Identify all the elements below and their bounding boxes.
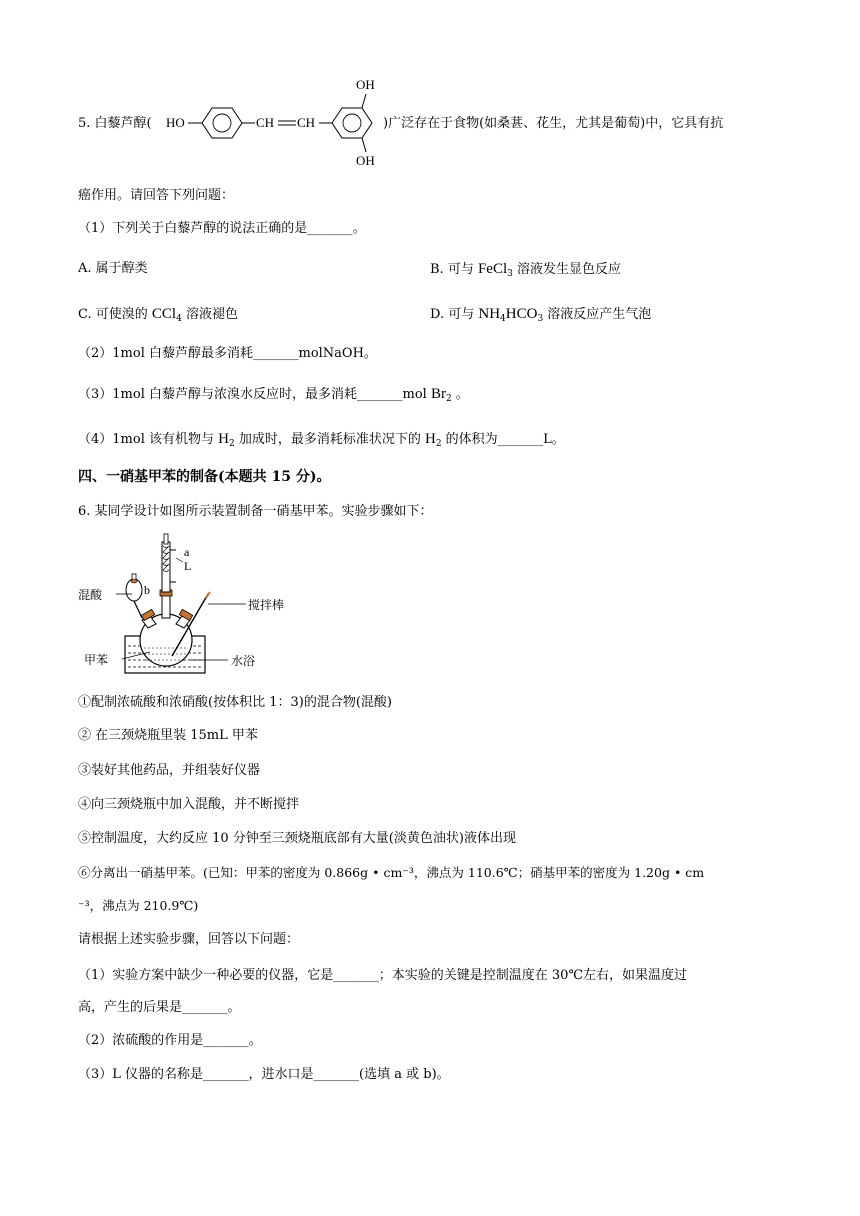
q5-sub2: （2）1mol 白藜芦醇最多消耗_______molNaOH。: [78, 346, 377, 361]
q6-step-2: ② 在三颈烧瓶里装 15mL 甲苯: [78, 728, 258, 743]
option-b-pre: B. 可与: [430, 262, 478, 277]
option-b-sub: 3: [507, 269, 513, 279]
q6-sub1-line2: 高，产生的后果是_______。: [78, 1000, 241, 1015]
q6-sub2: （2）浓硫酸的作用是_______。: [78, 1033, 262, 1048]
q5-option-d: [430, 305, 651, 328]
label-b: b: [144, 583, 150, 597]
q5-intro-before: 白藜芦醇(: [94, 116, 152, 131]
sub3-pre: （3）1mol 白藜芦醇与浓溴水反应时，最多消耗_______mol: [78, 387, 431, 402]
q5-number: 5.: [78, 116, 91, 131]
sub4-pre: （4）1mol 该有机物与: [78, 432, 219, 447]
sub4-sub-1: 2: [228, 439, 235, 449]
q5-option-a: A. 属于醇类: [78, 261, 148, 276]
q6-step-5: ⑤控制温度，大约反应 10 分钟至三颈烧瓶底部有大量(淡黄色油状)液体出现: [78, 831, 516, 846]
q6-intro: 6. 某同学设计如图所示装置制备一硝基甲苯。实验步骤如下：: [78, 504, 433, 519]
label-stirrer: 搅拌棒: [248, 598, 285, 612]
q6-step-6-cont: ⁻³，沸点为 210.9℃): [78, 898, 199, 913]
q5-intro-line2: 癌作用。请回答下列问题：: [78, 188, 235, 203]
q6-step-1: ①配制浓硫酸和浓硝酸(按体积比 1：3)的混合物(混酸): [78, 695, 392, 710]
sub3-formula: Br: [430, 386, 446, 402]
q5-sub4: [78, 430, 565, 453]
option-b-formula: FeCl: [477, 261, 508, 277]
q6-sub1-line1: （1）实验方案中缺少一种必要的仪器，它是_______；本实验的关键是控制温度在 30℃左右，如果温度过: [78, 968, 687, 983]
structure-ho: HO: [166, 115, 185, 130]
sub4-formula-1: H: [218, 431, 229, 447]
label-a: a: [184, 545, 190, 559]
q5-intro-after: )广泛存在于食物(如桑葚、花生，尤其是葡萄)中，它具有抗: [383, 116, 724, 131]
option-c-formula: CCl: [151, 306, 177, 322]
option-c-sub: 4: [176, 314, 182, 324]
option-d-post: 溶液反应产生气泡: [543, 307, 652, 322]
option-d-formula-1: NH: [478, 306, 501, 322]
sub4-post: 的体积为_______L。: [441, 432, 565, 447]
q5-sub3: [78, 385, 469, 408]
option-d-sub-1: 4: [500, 314, 506, 324]
label-water-bath: 水浴: [231, 654, 256, 668]
option-c-pre: C. 可使溴的: [78, 307, 152, 322]
q5-sub1: （1）下列关于白藜芦醇的说法正确的是_______。: [78, 221, 366, 236]
structure-oh-bottom: OH: [356, 153, 375, 168]
structure-oh-top: OH: [356, 77, 375, 92]
q5-option-b: [430, 260, 621, 283]
q6-prompt: 请根据上述实验步骤，回答以下问题：: [78, 932, 300, 947]
resveratrol-structure: [160, 72, 385, 168]
option-b-post: 溶液发生显色反应: [512, 262, 622, 277]
q6-step-6: ⑥分离出一硝基甲苯。(已知：甲苯的密度为 0.866g • cm⁻³，沸点为 110.6℃；硝基甲苯的密度为 1.20g • cm: [78, 865, 705, 880]
sub3-sub: 2: [445, 394, 452, 404]
label-mixed-acid: 混酸: [78, 588, 103, 602]
sub4-mid: 加成时，最多消耗标准状况下的: [234, 432, 425, 447]
sub3-post: 。: [451, 387, 469, 402]
option-d-pre: D. 可与: [430, 307, 479, 322]
structure-ch2: CH: [297, 115, 316, 130]
option-d-sub-2: 3: [537, 314, 544, 324]
option-c-post: 溶液褪色: [181, 307, 238, 322]
q5-intro-line1: [78, 115, 152, 133]
sub4-sub-2: 2: [435, 439, 442, 449]
section-4-heading: 四、一硝基甲苯的制备(本题共 15 分)。: [78, 469, 331, 485]
label-L: L: [184, 559, 192, 573]
label-toluene: 甲苯: [84, 653, 109, 667]
q6-step-4: ④向三颈烧瓶中加入混酸，并不断搅拌: [78, 797, 300, 812]
q6-sub3: （3）L 仪器的名称是_______，进水口是_______(选填 a 或 b)。: [78, 1067, 450, 1082]
q6-step-3: ③装好其他药品，并组装好仪器: [78, 763, 261, 778]
sub4-formula-2: H: [424, 431, 436, 447]
q5-option-c: [78, 305, 238, 328]
option-d-formula-2: HCO: [505, 306, 538, 322]
structure-ch1: CH: [256, 115, 275, 130]
